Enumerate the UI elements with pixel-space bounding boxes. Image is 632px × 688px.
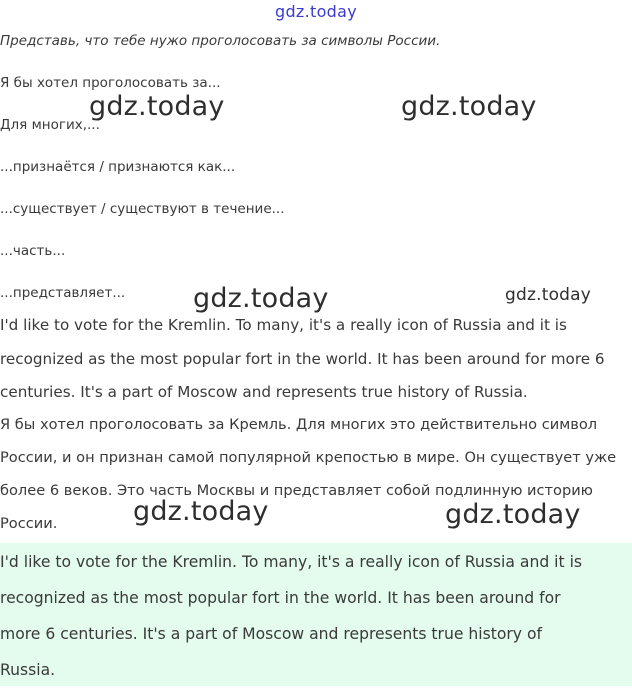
answer-line: recognized as the most popular fort in the world. It has been around for more 6 — [0, 349, 605, 368]
watermark: gdz.today — [193, 283, 329, 314]
answer-line: более 6 веков. Это часть Москвы и представляет собой подлинную историю — [0, 482, 593, 499]
phrase-3: ...признаётся / признаются как... — [0, 159, 236, 175]
watermark: gdz.today — [133, 496, 269, 527]
answer-line: I'd like to vote for the Kremlin. To many, it's a really icon of Russia and it is — [0, 553, 583, 571]
phrase-6: ...представляет... — [0, 285, 126, 301]
watermark: gdz.today — [89, 91, 225, 122]
site-logo[interactable]: gdz.today — [275, 2, 357, 21]
answer-line: Я бы хотел проголосовать за Кремль. Для многих это действительно символ — [0, 416, 598, 433]
answer-line: centuries. It's a part of Moscow and represents true history of Russia. — [0, 383, 528, 401]
phrase-1: Я бы хотел проголосовать за... — [0, 75, 221, 91]
answer-line: России. — [0, 515, 58, 532]
answer-line: I'd like to vote for the Kremlin. To many, it's a really icon of Russia and it is — [0, 316, 567, 334]
watermark: gdz.today — [445, 499, 581, 530]
phrase-4: ...существует / существуют в течение... — [0, 201, 285, 217]
answer-line: Russia. — [0, 661, 56, 679]
answer-line: recognized as the most popular fort in the world. It has been around for — [0, 589, 561, 607]
task-prompt: Представь, что тебе нужо проголосовать за символы России. — [0, 33, 441, 49]
answer-line: more 6 centuries. It's a part of Moscow and represents true history of — [0, 625, 543, 643]
watermark: gdz.today — [505, 285, 592, 305]
watermark: gdz.today — [401, 91, 537, 122]
phrase-5: ...часть... — [0, 243, 66, 259]
phrase-2: Для многих,... — [0, 117, 100, 133]
answer-line: России, и он признан самой популярной крепостью в мире. Он существует уже — [0, 449, 617, 466]
answer-english — [0, 309, 632, 410]
answer-highlighted — [0, 544, 632, 688]
